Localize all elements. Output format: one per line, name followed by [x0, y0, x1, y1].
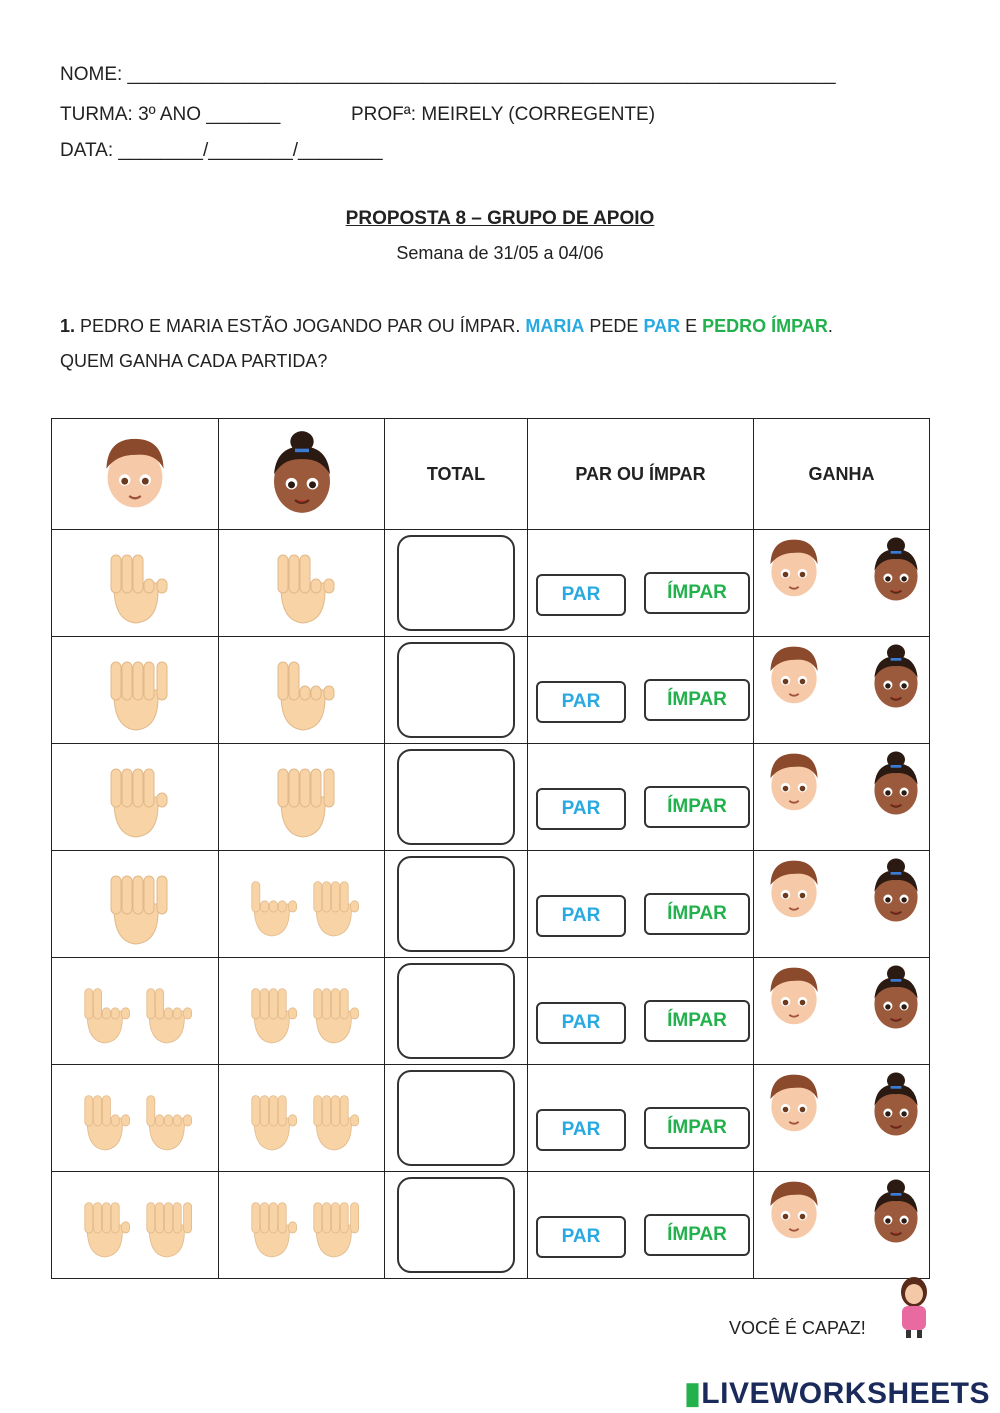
- question-number: 1.: [60, 316, 76, 336]
- hand-4-fingers-icon: [243, 969, 299, 1053]
- pedro-face-icon: [764, 962, 824, 1028]
- pedro-option[interactable]: [764, 962, 824, 1037]
- total-cell: [385, 958, 528, 1065]
- maria-hands-cell: [219, 1065, 385, 1172]
- hand-2-fingers-icon: [267, 648, 337, 732]
- table-row: [52, 1065, 930, 1172]
- pedro-option[interactable]: [764, 534, 824, 609]
- pedro-impar-label: PEDRO ÍMPAR: [702, 316, 828, 336]
- total-input[interactable]: [397, 1070, 515, 1166]
- logo-text: LIVEWORKSHEETS: [701, 1377, 990, 1410]
- par-button[interactable]: PAR: [536, 788, 626, 830]
- par-button[interactable]: PAR: [536, 1109, 626, 1151]
- total-input[interactable]: [397, 535, 515, 631]
- logo-mark-icon: ▮: [684, 1377, 702, 1410]
- impar-button[interactable]: ÍMPAR: [644, 1214, 750, 1256]
- hand-4-fingers-icon: [243, 1076, 299, 1160]
- maria-header: [219, 419, 385, 530]
- pedro-option[interactable]: [764, 748, 824, 823]
- pedro-face-icon: [764, 855, 824, 921]
- hand-5-fingers-icon: [305, 1183, 361, 1267]
- hand-3-fingers-icon: [76, 1076, 132, 1160]
- table-row: [52, 958, 930, 1065]
- winner-cell: [754, 1065, 930, 1172]
- page-subtitle: Semana de 31/05 a 04/06: [396, 243, 604, 263]
- maria-option[interactable]: [869, 1176, 923, 1251]
- pedro-option[interactable]: [764, 1069, 824, 1144]
- par-button[interactable]: PAR: [536, 895, 626, 937]
- winner-cell: [754, 851, 930, 958]
- pedro-option[interactable]: [764, 855, 824, 930]
- choice-cell: [528, 1065, 754, 1172]
- hand-5-fingers-icon: [100, 862, 170, 946]
- winner-header: GANHA: [754, 419, 930, 530]
- hand-1-fingers-icon: [243, 862, 299, 946]
- pedro-face-icon: [764, 748, 824, 814]
- choice-cell: [528, 1172, 754, 1279]
- pedro-face-icon: [764, 1069, 824, 1135]
- pedro-option[interactable]: [764, 1176, 824, 1251]
- total-input[interactable]: [397, 642, 515, 738]
- question-text: [60, 316, 833, 337]
- pedro-hands-cell: [52, 1065, 219, 1172]
- total-header: TOTAL: [385, 419, 528, 530]
- question-part: PEDRO E MARIA ESTÃO JOGANDO PAR OU ÍMPAR.: [75, 316, 526, 336]
- total-cell: [385, 851, 528, 958]
- pedro-face-icon: [764, 534, 824, 600]
- pedro-face-icon: [100, 432, 170, 512]
- maria-face-icon: [869, 534, 923, 604]
- choice-cell: [528, 851, 754, 958]
- par-button[interactable]: PAR: [536, 574, 626, 616]
- par-button[interactable]: PAR: [536, 1216, 626, 1258]
- par-impar-header: PAR OU ÍMPAR: [528, 419, 754, 530]
- table-row: [52, 1172, 930, 1279]
- maria-face-icon: [869, 641, 923, 711]
- maria-face-icon: [869, 962, 923, 1032]
- maria-face-icon: [869, 748, 923, 818]
- winner-cell: [754, 744, 930, 851]
- winner-cell: [754, 1172, 930, 1279]
- pedro-header: [52, 419, 219, 530]
- total-cell: [385, 1065, 528, 1172]
- pedro-hands-cell: [52, 530, 219, 637]
- pedro-hands-cell: [52, 744, 219, 851]
- choice-cell: [528, 530, 754, 637]
- table-row: [52, 851, 930, 958]
- hand-4-fingers-icon: [305, 1076, 361, 1160]
- question-part: .: [827, 316, 833, 336]
- pedro-face-icon: [764, 641, 824, 707]
- game-table: [51, 418, 930, 1279]
- hand-4-fingers-icon: [100, 755, 170, 839]
- impar-button[interactable]: ÍMPAR: [644, 679, 750, 721]
- maria-hands-cell: [219, 1172, 385, 1279]
- maria-label: MARIA: [525, 316, 585, 336]
- maria-hands-cell: [219, 744, 385, 851]
- maria-hands-cell: [219, 637, 385, 744]
- maria-option[interactable]: [869, 748, 923, 823]
- maria-option[interactable]: [869, 855, 923, 930]
- hand-2-fingers-icon: [138, 969, 194, 1053]
- impar-button[interactable]: ÍMPAR: [644, 1000, 750, 1042]
- teacher-line: PROFª: MEIRELY (CORREGENTE): [351, 104, 656, 125]
- pedro-option[interactable]: [764, 641, 824, 716]
- total-input[interactable]: [397, 1177, 515, 1273]
- winner-cell: [754, 958, 930, 1065]
- question-part: PEDE: [584, 316, 644, 336]
- hand-1-fingers-icon: [138, 1076, 194, 1160]
- teacher-avatar-icon: [896, 1276, 932, 1338]
- winner-cell: [754, 637, 930, 744]
- maria-option[interactable]: [869, 641, 923, 716]
- name-line: NOME: ___________________________________________________________________: [60, 64, 836, 85]
- maria-hands-cell: [219, 530, 385, 637]
- question-line-2: QUEM GANHA CADA PARTIDA?: [60, 351, 328, 371]
- impar-button[interactable]: ÍMPAR: [644, 572, 750, 614]
- total-input[interactable]: [397, 963, 515, 1059]
- impar-button[interactable]: ÍMPAR: [644, 893, 750, 935]
- hand-5-fingers-icon: [138, 1183, 194, 1267]
- maria-option[interactable]: [869, 534, 923, 609]
- hand-4-fingers-icon: [305, 862, 361, 946]
- total-input[interactable]: [397, 856, 515, 952]
- impar-button[interactable]: ÍMPAR: [644, 1107, 750, 1149]
- maria-face-icon: [869, 1176, 923, 1246]
- hand-5-fingers-icon: [267, 755, 337, 839]
- par-button[interactable]: PAR: [536, 681, 626, 723]
- maria-option[interactable]: [869, 962, 923, 1037]
- hand-3-fingers-icon: [100, 541, 170, 625]
- total-input[interactable]: [397, 749, 515, 845]
- hand-4-fingers-icon: [243, 1183, 299, 1267]
- hand-2-fingers-icon: [76, 969, 132, 1053]
- maria-hands-cell: [219, 958, 385, 1065]
- impar-button[interactable]: ÍMPAR: [644, 786, 750, 828]
- maria-face-icon: [267, 427, 337, 517]
- total-cell: [385, 1172, 528, 1279]
- pedro-hands-cell: [52, 637, 219, 744]
- choice-cell: [528, 744, 754, 851]
- page-title: PROPOSTA 8 – GRUPO DE APOIO: [345, 208, 655, 229]
- choice-cell: [528, 637, 754, 744]
- liveworksheets-logo: [684, 1376, 990, 1411]
- date-line: DATA: ________/________/________: [60, 140, 383, 161]
- pedro-hands-cell: [52, 851, 219, 958]
- hand-5-fingers-icon: [100, 648, 170, 732]
- winner-cell: [754, 530, 930, 637]
- maria-hands-cell: [219, 851, 385, 958]
- total-cell: [385, 637, 528, 744]
- encouragement-text: VOCÊ É CAPAZ!: [729, 1318, 866, 1338]
- par-label: PAR: [643, 316, 681, 336]
- hand-4-fingers-icon: [305, 969, 361, 1053]
- class-line: TURMA: 3º ANO _______: [60, 104, 281, 125]
- choice-cell: [528, 958, 754, 1065]
- pedro-face-icon: [764, 1176, 824, 1242]
- hand-3-fingers-icon: [267, 541, 337, 625]
- hand-4-fingers-icon: [76, 1183, 132, 1267]
- maria-face-icon: [869, 1069, 923, 1139]
- maria-face-icon: [869, 855, 923, 925]
- table-row: [52, 637, 930, 744]
- table-row: [52, 744, 930, 851]
- total-cell: [385, 744, 528, 851]
- total-cell: [385, 530, 528, 637]
- question-part: E: [680, 316, 703, 336]
- pedro-hands-cell: [52, 958, 219, 1065]
- par-button[interactable]: PAR: [536, 1002, 626, 1044]
- maria-option[interactable]: [869, 1069, 923, 1144]
- table-row: [52, 530, 930, 637]
- pedro-hands-cell: [52, 1172, 219, 1279]
